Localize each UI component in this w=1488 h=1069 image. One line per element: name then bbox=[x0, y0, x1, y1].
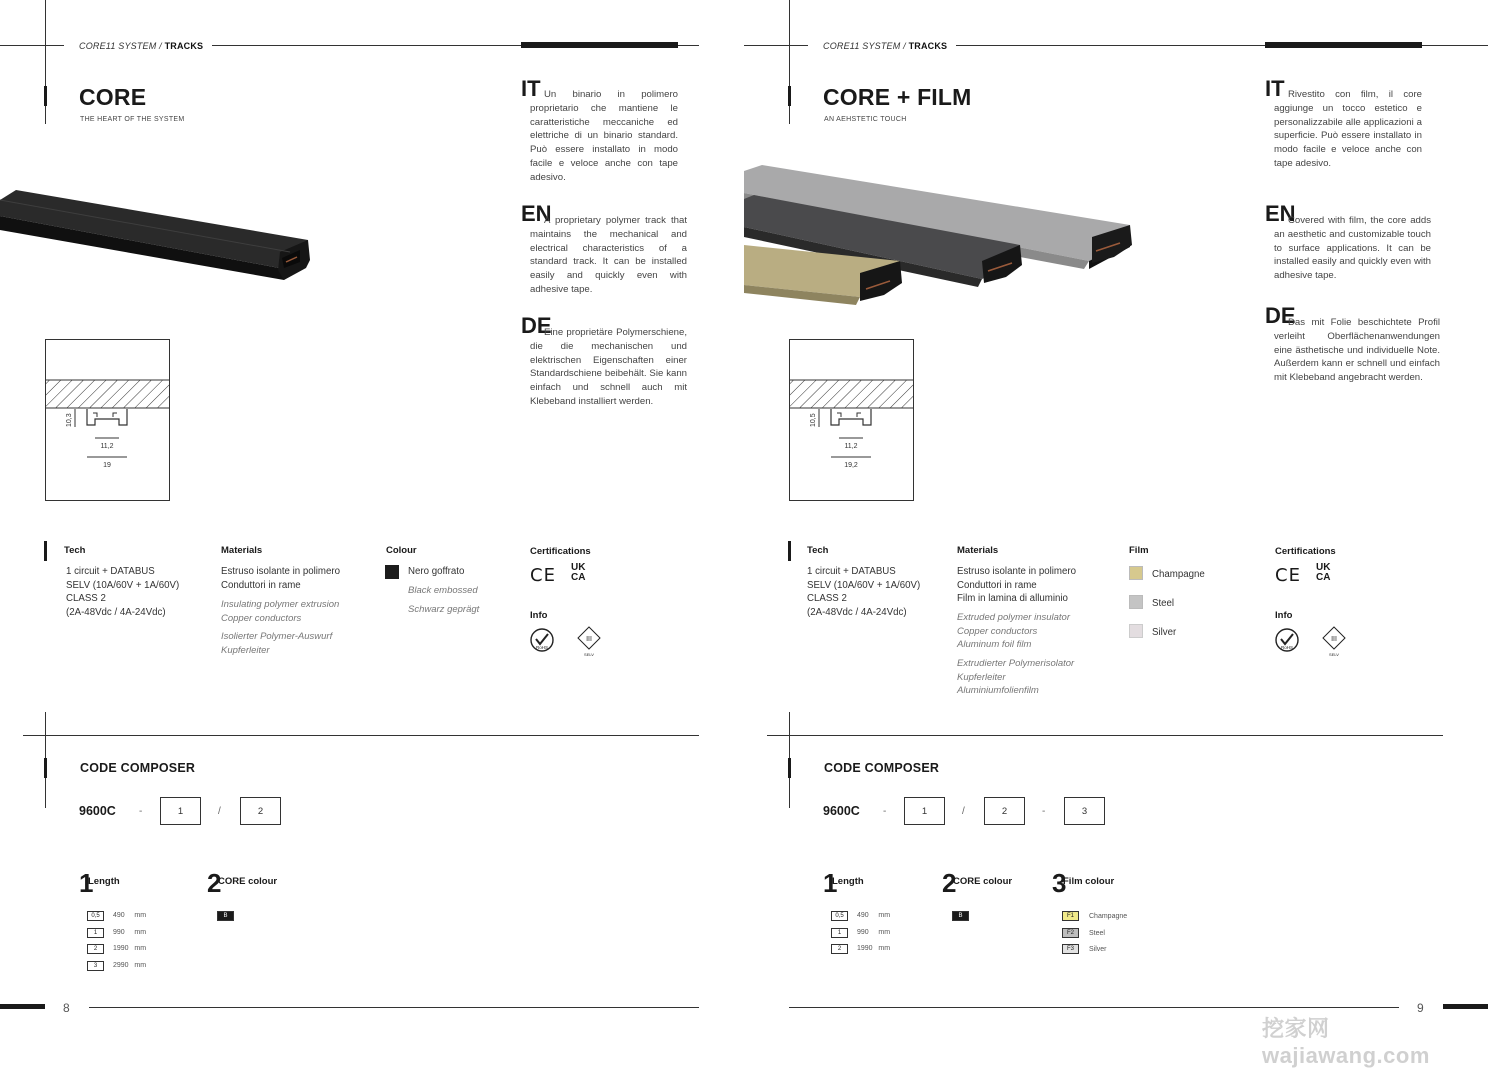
code-separator: - bbox=[139, 806, 143, 817]
materials-heading: Materials bbox=[957, 545, 999, 556]
film-swatch-champagne bbox=[1129, 566, 1143, 580]
film-colour-name: Champagne bbox=[1089, 913, 1128, 920]
code-box-2: 2 bbox=[984, 797, 1025, 825]
specs-tick bbox=[44, 541, 47, 561]
length-tag: 3 bbox=[87, 961, 104, 971]
description-de: Eine proprietäre Polymerschiene, die die mechanischen und elektrischen Eigenschaften einer Standardschiene beibehält. Sie kann einfach und schnell auch mit Klebeband installiert werden. bbox=[530, 327, 687, 407]
core-colour-tag: B bbox=[952, 911, 969, 921]
group-label-length: Length bbox=[832, 876, 864, 887]
ukca-mark-icon: UK CA bbox=[571, 562, 586, 583]
film-colour-tag: F2 bbox=[1062, 928, 1079, 938]
section-diagram bbox=[45, 339, 170, 501]
ce-mark-icon: CE bbox=[530, 565, 556, 586]
film-colour-name: Steel bbox=[1089, 930, 1105, 937]
page-number: 9 bbox=[1417, 1001, 1424, 1015]
colour-name-en: Black embossed bbox=[408, 585, 478, 596]
length-value: 490 mm bbox=[113, 912, 147, 919]
specs-tick bbox=[788, 541, 791, 561]
page-subtitle: THE HEART OF THE SYSTEM bbox=[80, 116, 185, 123]
code-box-1: 1 bbox=[160, 797, 201, 825]
diagram-outer-width: 19,2 bbox=[844, 462, 858, 469]
colour-heading: Colour bbox=[386, 545, 417, 556]
composer-tick bbox=[788, 758, 791, 778]
length-tag: 2 bbox=[831, 944, 848, 954]
film-colour-name: Silver bbox=[1089, 946, 1107, 953]
diagram-inner-width: 11,2 bbox=[100, 443, 114, 450]
ce-mark-icon: CE bbox=[1275, 565, 1301, 586]
materials-heading: Materials bbox=[221, 545, 263, 556]
film-heading: Film bbox=[1129, 545, 1149, 556]
description-de: Das mit Folie beschichtete Profil verleiht Oberflächenanwendungen eine ästhetische und individuelle Note. Außerdem kann er schnell und einfach mit Klebeband angebracht werden. bbox=[1274, 317, 1440, 384]
diagram-height: 10,5 bbox=[810, 413, 817, 427]
colour-swatch-black bbox=[385, 565, 399, 579]
rule bbox=[744, 45, 808, 46]
lang-code-de: DE bbox=[1265, 303, 1296, 328]
composer-rule bbox=[767, 735, 1443, 736]
product-code: 9600C bbox=[823, 804, 860, 818]
description-en: A proprietary polymer track that maintains the mechanical and electrical characteristics of a standard track. It can be installed easily and quickly even with adhesive tape. bbox=[530, 215, 687, 295]
materials-de: Isolierter Polymer-Auswurf Kupferleiter bbox=[221, 631, 333, 656]
diagram-height: 10,3 bbox=[66, 413, 73, 427]
description-en: Covered with film, the core adds an aesthetic and customizable touch to surface applications. It can be installed easily and quickly even with adhesive tape. bbox=[1274, 215, 1431, 282]
rule bbox=[0, 45, 64, 46]
rohs-icon bbox=[530, 628, 556, 656]
svg-text:RoHS: RoHS bbox=[535, 645, 549, 650]
length-value: 990 mm bbox=[857, 929, 891, 936]
watermark: 挖家网 wajiawang.com bbox=[1262, 1016, 1430, 1068]
footer-rule bbox=[789, 1007, 1399, 1008]
diagram-outer-width: 19 bbox=[103, 462, 111, 469]
group-number: 2 bbox=[942, 868, 957, 898]
code-composer-heading: CODE COMPOSER bbox=[80, 761, 196, 775]
film-swatch-steel bbox=[1129, 595, 1143, 609]
tech-details: 1 circuit + DATABUS SELV (10A/60V + 1A/60V) CLASS 2 (2A-48Vdc / 4A-24Vdc) bbox=[66, 566, 180, 618]
length-tag: 1 bbox=[831, 928, 848, 938]
tech-details: 1 circuit + DATABUS SELV (10A/60V + 1A/60V) CLASS 2 (2A-48Vdc / 4A-24Vdc) bbox=[807, 566, 921, 618]
selv-icon bbox=[1322, 626, 1348, 658]
length-tag: 0,5 bbox=[87, 911, 104, 921]
colour-name: Nero goffrato bbox=[408, 566, 465, 577]
product-code: 9600C bbox=[79, 804, 116, 818]
code-box-1: 1 bbox=[904, 797, 945, 825]
title-tick bbox=[788, 86, 791, 106]
lang-code-it: IT bbox=[1265, 76, 1285, 101]
breadcrumb: CORE11 SYSTEM / TRACKS bbox=[79, 41, 204, 51]
film-colour-tag: F1 bbox=[1062, 911, 1079, 921]
footer-rule bbox=[89, 1007, 699, 1008]
page-title: CORE bbox=[79, 84, 147, 110]
length-tag: 0,5 bbox=[831, 911, 848, 921]
svg-text:SELV: SELV bbox=[584, 652, 594, 657]
section-diagram bbox=[789, 339, 914, 501]
info-heading: Info bbox=[530, 610, 548, 621]
svg-text:SELV: SELV bbox=[1329, 652, 1339, 657]
core-film-tracks-image bbox=[744, 165, 1136, 315]
footer-bar bbox=[1443, 1004, 1488, 1009]
tech-heading: Tech bbox=[807, 545, 829, 556]
code-separator: - bbox=[1042, 806, 1046, 817]
page-number: 8 bbox=[63, 1001, 70, 1015]
code-separator: - bbox=[883, 806, 887, 817]
header-bar bbox=[1265, 42, 1422, 48]
core-colour-tag: B bbox=[217, 911, 234, 921]
svg-text:RoHS: RoHS bbox=[1280, 645, 1294, 650]
length-value: 490 mm bbox=[857, 912, 891, 919]
materials-en: Extruded polymer insulator Copper conductors Aluminum foil film bbox=[957, 612, 1070, 651]
lang-code-en: EN bbox=[1265, 201, 1296, 226]
group-number: 1 bbox=[79, 868, 94, 898]
lang-code-de: DE bbox=[521, 313, 552, 338]
lang-code-en: EN bbox=[521, 201, 552, 226]
group-label-core-colour: CORE colour bbox=[218, 876, 278, 887]
colour-name-de: Schwarz geprägt bbox=[408, 604, 480, 615]
length-value: 990 mm bbox=[113, 929, 147, 936]
page-title: CORE + FILM bbox=[823, 84, 972, 110]
selv-icon bbox=[577, 626, 603, 658]
group-number: 2 bbox=[207, 868, 222, 898]
description-it: Rivestito con film, il core aggiunge un tocco estetico e personalizzabile alle applicazioni a superficie. Può essere installato in modo facile e veloce anche con tape adesivo. bbox=[1274, 89, 1422, 169]
ukca-mark-icon: UK CA bbox=[1316, 562, 1331, 583]
lang-code-it: IT bbox=[521, 76, 541, 101]
length-value: 1990 mm bbox=[857, 945, 891, 952]
materials-it: Estruso isolante in polimero Conduttori in rame bbox=[221, 566, 340, 591]
code-box-2: 2 bbox=[240, 797, 281, 825]
certifications-heading: Certifications bbox=[1275, 546, 1336, 557]
code-composer-heading: CODE COMPOSER bbox=[824, 761, 940, 775]
film-colour-tag: F3 bbox=[1062, 944, 1079, 954]
length-value: 2990 mm bbox=[113, 962, 147, 969]
group-number: 1 bbox=[823, 868, 838, 898]
group-label-film-colour: Film colour bbox=[1063, 876, 1115, 887]
diagram-inner-width: 11,2 bbox=[844, 443, 858, 450]
film-name: Steel bbox=[1152, 598, 1175, 609]
page-subtitle: AN AEHSTETIC TOUCH bbox=[824, 116, 907, 123]
group-label-length: Length bbox=[88, 876, 120, 887]
film-swatch-silver bbox=[1129, 624, 1143, 638]
materials-it: Estruso isolante in polimero Conduttori in rame Film in lamina di alluminio bbox=[957, 566, 1076, 605]
length-tag: 1 bbox=[87, 928, 104, 938]
certifications-heading: Certifications bbox=[530, 546, 591, 557]
materials-en: Insulating polymer extrusion Copper conductors bbox=[221, 599, 340, 624]
materials-de: Extrudierter Polymerisolator Kupferleiter Aluminiumfolienfilm bbox=[957, 658, 1075, 697]
core-track-image bbox=[0, 190, 320, 290]
group-number: 3 bbox=[1052, 868, 1067, 898]
header-bar bbox=[521, 42, 678, 48]
description-it: Un binario in polimero proprietario che mantiene le caratteristiche meccaniche ed elettriche di un binario standard. Può essere installato in modo facile e veloce anche con tape adesivo. bbox=[530, 89, 678, 183]
film-name: Silver bbox=[1152, 627, 1177, 638]
composer-tick bbox=[44, 758, 47, 778]
code-separator: / bbox=[962, 806, 965, 817]
length-value: 1990 mm bbox=[113, 945, 147, 952]
title-tick bbox=[44, 86, 47, 106]
rohs-icon bbox=[1275, 628, 1301, 656]
svg-text:III: III bbox=[1331, 636, 1337, 643]
composer-rule bbox=[23, 735, 699, 736]
tech-heading: Tech bbox=[64, 545, 86, 556]
info-heading: Info bbox=[1275, 610, 1293, 621]
svg-text:III: III bbox=[586, 636, 592, 643]
footer-bar bbox=[0, 1004, 45, 1009]
film-name: Champagne bbox=[1152, 569, 1205, 580]
code-box-3: 3 bbox=[1064, 797, 1105, 825]
length-tag: 2 bbox=[87, 944, 104, 954]
group-label-core-colour: CORE colour bbox=[953, 876, 1013, 887]
breadcrumb: CORE11 SYSTEM / TRACKS bbox=[823, 41, 948, 51]
code-separator: / bbox=[218, 806, 221, 817]
